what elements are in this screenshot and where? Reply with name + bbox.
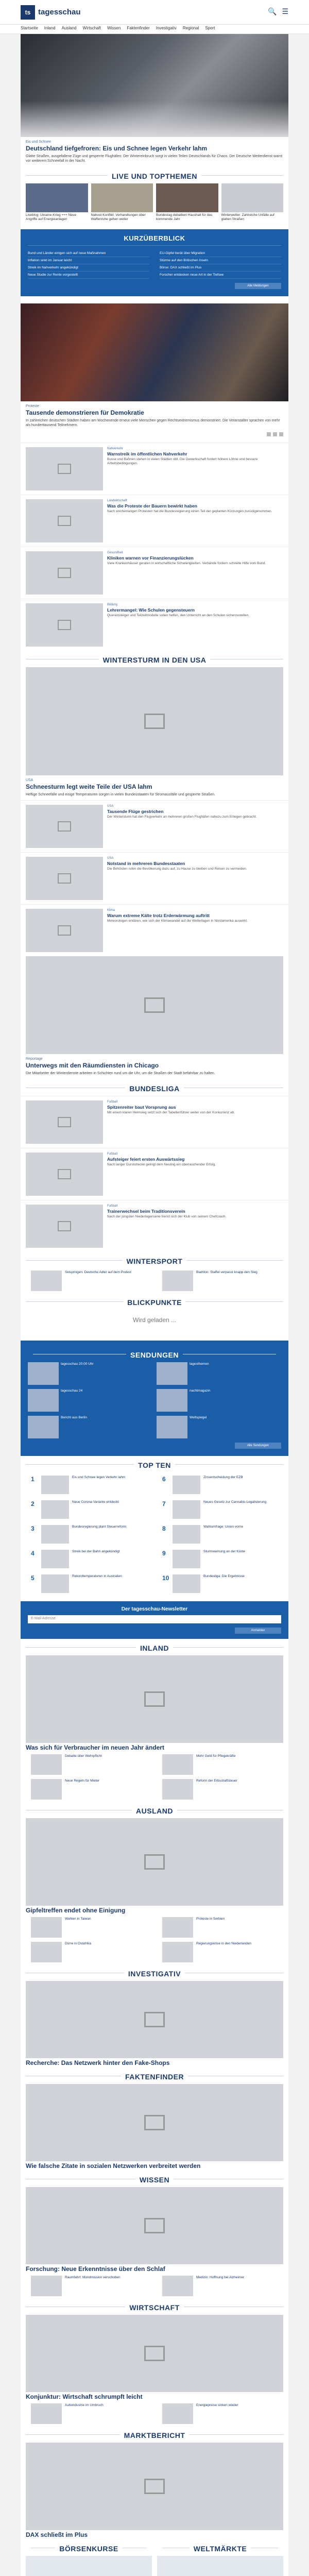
article-teaser[interactable]: Nahverkehr Warnstreik im öffentlichen Nahverkehr Busse und Bahnen stehen in vielen Städten still. Die Gewerkschaft fordert höhere Löhne und bessere Arbeitsbedingungen. xyxy=(21,443,288,495)
topten-item[interactable]: 5 Rekordtemperaturen in Australien xyxy=(26,1571,152,1596)
feature-kicker: Proteste xyxy=(26,404,40,408)
image-placeholder-icon xyxy=(144,2479,165,2494)
article-teaser[interactable]: Bildung Lehrermangel: Wie Schulen gegensteuern Quereinsteiger und Teilzeitmodelle sollen helfen, den Unterricht an den Schulen sicherzustellen. xyxy=(21,599,288,651)
teaser-card[interactable]: Dürre in Ostafrika xyxy=(26,1940,152,1964)
inland-image[interactable] xyxy=(26,1655,283,1743)
wirtschaft-title[interactable]: Konjunktur: Wirtschaft schrumpft leicht xyxy=(26,2393,143,2400)
nav-item[interactable]: Inland xyxy=(44,26,56,30)
section-heading-investigativ: INVESTIGATIV xyxy=(21,1964,288,1981)
section-heading-wissen: WISSEN xyxy=(21,2171,288,2187)
kurz-item[interactable]: Streik im Nahverkehr angekündigt xyxy=(28,264,149,272)
teaser-card[interactable]: Neue Regeln für Mieter xyxy=(26,1777,152,1802)
content xyxy=(21,34,288,2576)
nav-item[interactable]: Ausland xyxy=(61,26,77,30)
section-heading-faktenfinder: FAKTENFINDER xyxy=(21,2067,288,2084)
article-teaser[interactable]: USA Notstand in mehreren Bundesstaaten Die Behörden rufen die Bevölkerung dazu auf, zu Hause zu bleiben und Reisen zu vermeiden. xyxy=(21,852,288,904)
live-row xyxy=(21,183,288,223)
weltmaerkte-table[interactable] xyxy=(157,2556,283,2576)
article-teaser[interactable]: USA Tausende Flüge gestrichen Der Wintersturm hat den Flugverkehr an mehreren großen Flughäfen nahezu zum Erliegen gebracht. xyxy=(21,800,288,852)
wissen-image[interactable] xyxy=(26,2187,283,2264)
kurz-item[interactable]: Inflation sinkt im Januar leicht xyxy=(28,257,149,264)
section-heading-wintersport: WINTERSPORT xyxy=(21,1252,288,1268)
wirtschaft-image[interactable] xyxy=(26,2315,283,2392)
story-title[interactable]: Unterwegs mit den Räumdiensten in Chicago xyxy=(26,1062,159,1070)
section-heading-inland: INLAND xyxy=(21,1639,288,1655)
search-icon[interactable]: 🔍 xyxy=(268,7,277,15)
image-placeholder-icon xyxy=(144,2218,165,2233)
section-heading-blickpunkte: BLICKPUNKTE xyxy=(21,1293,288,1310)
all-news-button[interactable]: Alle Meldungen xyxy=(235,283,281,289)
kurz-item[interactable]: Bund und Länder einigen sich auf neue Maßnahmen xyxy=(28,250,149,257)
teaser-card[interactable]: Debatte über Wehrpflicht xyxy=(26,1752,152,1777)
boersenkurse-heading: BÖRSENKURSE xyxy=(26,2539,152,2556)
topten-item[interactable]: 4 Streik bei der Bahn angekündigt xyxy=(26,1547,152,1571)
subscribe-button[interactable]: Anmelden xyxy=(235,1628,281,1634)
teaser-card[interactable]: Biathlon: Staffel verpasst knapp den Sieg xyxy=(157,1268,283,1293)
topten-item[interactable]: 10 Bundesliga: Die Ergebnisse xyxy=(157,1571,283,1596)
logo-mark: ts xyxy=(21,5,35,20)
show-card[interactable]: Bericht aus Berlin xyxy=(28,1416,152,1438)
teaser-card[interactable]: Wahlen in Taiwan xyxy=(26,1915,152,1940)
image-placeholder-icon xyxy=(144,1854,165,1870)
show-card[interactable]: tagesthemen xyxy=(157,1362,281,1385)
teaser-card[interactable]: Bundestag debattiert Haushalt für das kommende Jahr xyxy=(156,183,218,223)
teaser-card[interactable]: Autoindustrie im Umbruch xyxy=(26,2401,152,2426)
article-teaser[interactable]: Klima Warum extreme Kälte trotz Erderwärmung auftritt Meteorologen erklären, wie sich der Klimawandel auf die Wetterlagen in Nordamerika auswirkt. xyxy=(21,904,288,956)
topten-item[interactable]: 2 Neue Corona-Variante entdeckt xyxy=(26,1497,152,1522)
teaser-card[interactable]: Proteste in Serbien xyxy=(157,1915,283,1940)
teaser-card[interactable]: Medizin: Hoffnung bei Alzheimer xyxy=(157,2274,283,2298)
section-heading-sendungen: SENDUNGEN xyxy=(28,1346,281,1362)
image-placeholder-icon xyxy=(144,2012,165,2027)
share-icon[interactable] xyxy=(273,432,277,436)
show-card[interactable]: Weltspiegel xyxy=(157,1416,281,1438)
weltmaerkte-heading: WELTMÄRKTE xyxy=(157,2539,283,2556)
feature-title[interactable]: Tausende demonstrieren für Demokratie xyxy=(26,409,144,416)
article-teaser[interactable]: Landwirtschaft Was die Proteste der Bauern bewirkt haben Nach wochenlangen Protesten hat die Bundesregierung einen Teil der geplanten Kürzungen zurückgenommen. xyxy=(21,495,288,547)
story-image[interactable] xyxy=(26,956,283,1054)
article-teaser[interactable]: Fußball Trainerwechsel beim Traditionsverein Nach der jüngsten Niederlagenserie trennt sich der Klub von seinem Chefcoach. xyxy=(21,1200,288,1252)
topten-item[interactable]: 1 Eis und Schnee legen Verkehr lahm xyxy=(26,1472,152,1497)
section-heading-topten: TOP TEN xyxy=(21,1456,288,1472)
story-text: Die Mitarbeiter der Winterdienste arbeiten in Schichten rund um die Uhr, um die Straßen der Stadt befahrbar zu halten. xyxy=(26,1072,215,1076)
ausland-lead-title[interactable]: Gipfeltreffen endet ohne Einigung xyxy=(26,1906,126,1914)
all-shows-button[interactable]: Alle Sendungen xyxy=(235,1443,281,1449)
lead-title[interactable]: Deutschland tiefgefroren: Eis und Schnee legen Verkehr lahm xyxy=(26,145,208,152)
section-heading-live: LIVE UND TOPTHEMEN xyxy=(21,167,288,183)
ausland-image[interactable] xyxy=(26,1818,283,1906)
image-placeholder-icon xyxy=(58,1169,71,1179)
teaser-card[interactable]: Raumfahrt: Mondmission verschoben xyxy=(26,2274,152,2298)
image-placeholder-icon xyxy=(144,714,165,729)
sendungen-box xyxy=(21,1341,288,1456)
nav-item[interactable]: Sport xyxy=(205,26,215,30)
menu-icon[interactable]: ☰ xyxy=(282,7,288,15)
kurz-item[interactable]: Börse: DAX schließt im Plus xyxy=(160,264,281,272)
loading-indicator: Wird geladen ... xyxy=(132,1316,177,1324)
lead-image[interactable] xyxy=(21,34,288,137)
usa-kicker: USA xyxy=(26,778,33,782)
nav-item[interactable]: Wissen xyxy=(107,26,121,30)
teaser-card[interactable]: Winterwetter: Zahlreiche Unfälle auf glatten Straßen xyxy=(221,183,284,223)
teaser-card[interactable]: Skispringen: Deutsche Adler auf dem Podest xyxy=(26,1268,152,1293)
newsletter-box xyxy=(21,1601,288,1639)
section-heading-bundesliga: BUNDESLIGA xyxy=(21,1079,288,1096)
image-placeholder-icon xyxy=(58,873,71,884)
show-card[interactable]: tagesschau 24 xyxy=(28,1389,152,1412)
share-icon[interactable] xyxy=(279,432,283,436)
main-nav xyxy=(0,25,309,34)
wissen-title[interactable]: Forschung: Neue Erkenntnisse über den Schlaf xyxy=(26,2265,165,2273)
article-teaser[interactable]: Gesundheit Kliniken warnen vor Finanzierungslücken Viele Krankenhäuser geraten in wirtschaftliche Schwierigkeiten. Verbände fordern schnelle Hilfe vom Bund. xyxy=(21,547,288,599)
image-placeholder-icon xyxy=(58,568,71,578)
image-placeholder-icon xyxy=(58,464,71,474)
lead-text: Glatte Straßen, ausgefallene Züge und gesperrte Flughäfen: Der Wintereinbruch sorgt in vielen Teilen Deutschlands für Chaos. Der Deutsche Wetterdienst warnt vor weiterem Schneefall in der Nacht. xyxy=(26,155,283,163)
article-teaser[interactable]: Fußball Aufsteiger feiert ersten Auswärtssieg Nach langer Durststrecke gelingt dem Neuling ein überraschender Erfolg. xyxy=(21,1148,288,1200)
image-placeholder-icon xyxy=(58,620,71,630)
teaser-card[interactable]: Mehr Geld für Pflegekräfte xyxy=(157,1752,283,1777)
image-placeholder-icon xyxy=(58,516,71,526)
kurz-item[interactable]: EU-Gipfel berät über Migration xyxy=(160,250,281,257)
show-card[interactable]: tagesschau 20:00 Uhr xyxy=(28,1362,152,1385)
topten-item[interactable]: 9 Sturmwarnung an der Küste xyxy=(157,1547,283,1571)
image-placeholder-icon xyxy=(144,2346,165,2361)
feature-text: In zahlreichen deutschen Städten haben am Wochenende erneut viele Menschen gegen Rechtsextremismus demonstriert. Die Veranstalter sprachen von mehr als hunderttausend Teilnehmern. xyxy=(26,418,280,428)
topten-item[interactable]: 8 Wahlumfrage: Union vorne xyxy=(157,1522,283,1547)
nav-item[interactable]: Investigativ xyxy=(156,26,177,30)
image-placeholder-icon xyxy=(58,1221,71,1231)
teaser-card[interactable]: Liveblog: Ukraine-Krieg +++ Neue Angriffe auf Energieanlagen xyxy=(26,183,88,223)
kurz-item[interactable]: Neue Studie zur Rente vorgestellt xyxy=(28,272,149,279)
teaser-card[interactable]: Regierungskrise in den Niederlanden xyxy=(157,1940,283,1964)
teaser-card[interactable]: Nahost-Konflikt: Verhandlungen über Waffenruhe gehen weiter xyxy=(91,183,153,223)
section-heading-usa: WINTERSTURM IN DEN USA xyxy=(21,651,288,667)
site-header xyxy=(0,0,309,25)
usa-title[interactable]: Schneesturm legt weite Teile der USA lahm xyxy=(26,783,152,790)
investigativ-title[interactable]: Recherche: Das Netzwerk hinter den Fake-Shops xyxy=(26,2059,170,2066)
nav-item[interactable]: Regional xyxy=(182,26,199,30)
teaser-card[interactable]: Reform der Erbschaftsteuer xyxy=(157,1777,283,1802)
image-placeholder-icon xyxy=(144,1691,165,1707)
image-placeholder-icon xyxy=(144,997,165,1013)
inland-lead-title[interactable]: Was sich für Verbraucher im neuen Jahr ändert xyxy=(26,1743,164,1751)
lead-kicker: Eis und Schnee xyxy=(26,140,52,144)
article-teaser[interactable]: Fußball Spitzenreiter baut Vorsprung aus Mit einem klaren Heimsieg setzt sich der Tabellenführer weiter von der Konkurrenz ab. xyxy=(21,1096,288,1148)
topten-item[interactable]: 7 Neues Gesetz zur Cannabis-Legalisierung xyxy=(157,1497,283,1522)
markt-image[interactable] xyxy=(26,2443,283,2530)
brand-name: tagesschau xyxy=(38,8,81,16)
topten-item[interactable]: 3 Bundesregierung plant Steuerreform xyxy=(26,1522,152,1547)
image-placeholder-icon xyxy=(58,821,71,832)
section-heading-wirtschaft: WIRTSCHAFT xyxy=(21,2298,288,2315)
kurz-item[interactable]: Stürme auf den Britischen Inseln xyxy=(160,257,281,264)
feature-image[interactable] xyxy=(21,303,288,401)
faktenfinder-image[interactable] xyxy=(26,2084,283,2161)
nav-item[interactable]: Wirtschaft xyxy=(82,26,101,30)
section-heading-ausland: AUSLAND xyxy=(21,1802,288,1818)
faktenfinder-title[interactable]: Wie falsche Zitate in sozialen Netzwerken verbreitet werden xyxy=(26,2162,201,2170)
boersenkurse-table[interactable] xyxy=(26,2556,152,2576)
teaser-card[interactable]: Energiepreise sinken wieder xyxy=(157,2401,283,2426)
section-heading-marktbericht: MARKTBERICHT xyxy=(21,2426,288,2443)
nav-item[interactable]: Startseite xyxy=(21,26,38,30)
image-placeholder-icon xyxy=(58,925,71,936)
image-placeholder-icon xyxy=(144,2115,165,2130)
kurzueberblick-box xyxy=(21,229,288,296)
share-bar xyxy=(21,431,288,437)
brand-logo[interactable] xyxy=(21,5,81,20)
email-field[interactable]: E-Mail-Adresse xyxy=(28,1615,281,1623)
kurz-item[interactable]: Forscher entdecken neue Art in der Tiefsee xyxy=(160,272,281,279)
nav-item[interactable]: Faktenfinder xyxy=(127,26,150,30)
usa-text: Heftige Schneefälle und eisige Temperaturen sorgen in vielen Bundesstaaten für Stromausfälle und gesperrte Straßen. xyxy=(26,792,215,796)
story-kicker: Reportage xyxy=(26,1057,43,1061)
investigativ-image[interactable] xyxy=(26,1981,283,2058)
show-card[interactable]: nachtmagazin xyxy=(157,1389,281,1412)
kurz-heading: KURZÜBERBLICK xyxy=(28,234,281,246)
newsletter-heading: Der tagesschau-Newsletter xyxy=(121,1606,188,1612)
image-placeholder-icon xyxy=(58,1117,71,1127)
markt-title[interactable]: DAX schließt im Plus xyxy=(26,2531,88,2538)
share-icon[interactable] xyxy=(267,432,271,436)
usa-image[interactable] xyxy=(26,667,283,775)
topten-item[interactable]: 6 Zinsentscheidung der EZB xyxy=(157,1472,283,1497)
